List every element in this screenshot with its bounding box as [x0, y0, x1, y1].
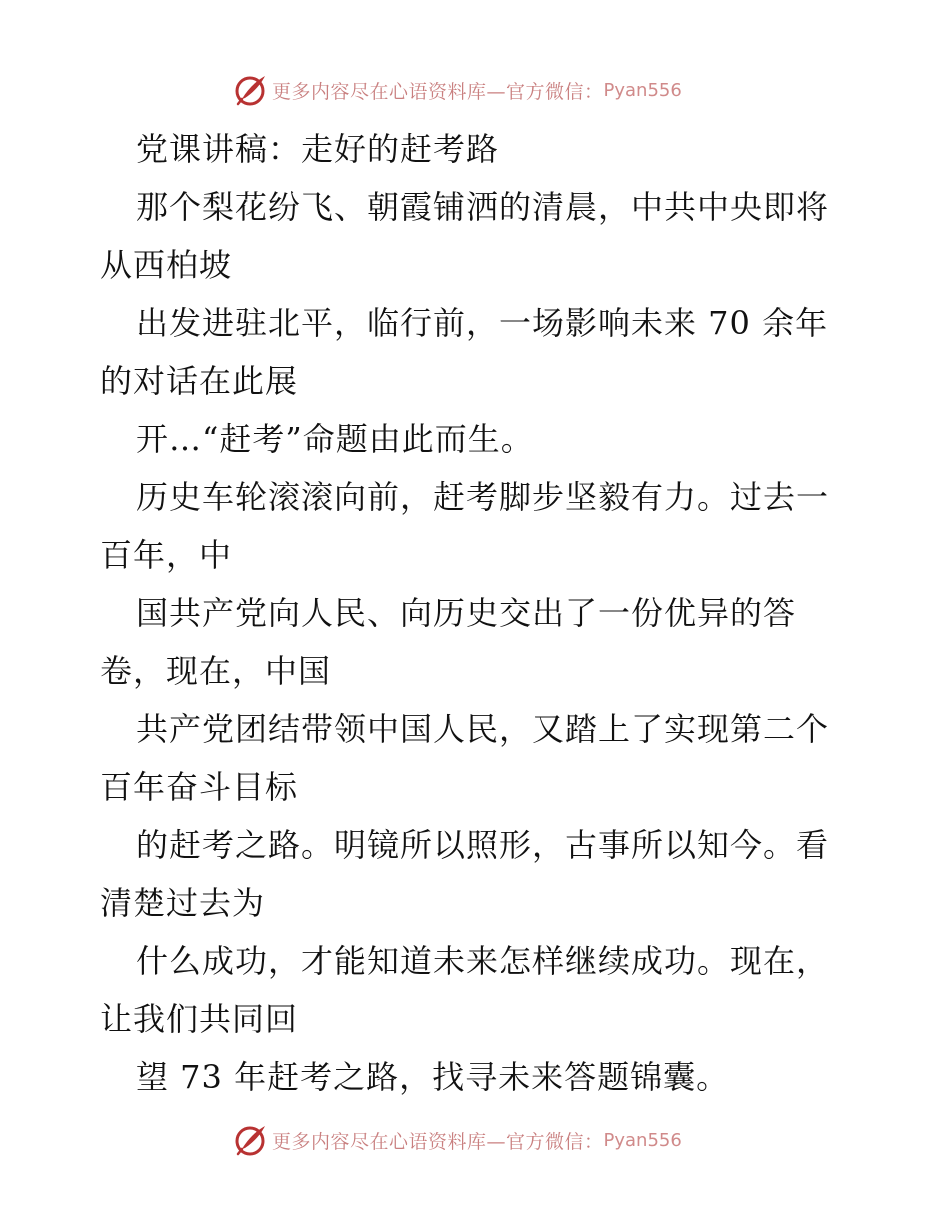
- text-line: 的赶考之路。明镜所以照形，古事所以知今。看: [136, 826, 830, 864]
- feather-pen-logo-icon: [234, 73, 268, 107]
- watermark-text: 更多内容尽在心语资料库—官方微信：: [272, 80, 604, 103]
- text-line: 的对话在此展: [100, 362, 299, 400]
- document-body: [100, 120, 860, 1106]
- document-title: 党课讲稿：走好的赶考路: [136, 130, 500, 168]
- header-watermark: [234, 72, 714, 108]
- text-line: 共产党团结带领中国人民，又踏上了实现第二个: [136, 710, 830, 748]
- watermark-handle: Pyan556: [603, 79, 682, 101]
- text-line: 清楚过去为: [100, 884, 266, 922]
- text-line: 百年，中: [100, 536, 233, 574]
- text-line: 国共产党向人民、向历史交出了一份优异的答: [136, 594, 797, 632]
- text-line: 从西柏坡: [100, 246, 233, 284]
- feather-pen-logo-icon: [234, 1123, 268, 1157]
- watermark-text: 更多内容尽在心语资料库—官方微信：: [272, 1130, 604, 1153]
- text-line: 百年奋斗目标: [100, 768, 299, 806]
- footer-watermark: [234, 1122, 714, 1158]
- text-line: 卷，现在，中国: [100, 652, 332, 690]
- watermark-handle: Pyan556: [603, 1129, 682, 1151]
- text-line: 开…“赶考”命题由此而生。: [136, 420, 534, 458]
- text-line: 出发进驻北平，临行前，一场影响未来 70 余年: [136, 304, 829, 342]
- text-line: 望 73 年赶考之路，找寻未来答题锦囊。: [136, 1058, 730, 1096]
- text-line: 历史车轮滚滚向前，赶考脚步坚毅有力。过去一: [136, 478, 830, 516]
- text-line: 那个梨花纷飞、朝霞铺洒的清晨，中共中央即将: [136, 188, 830, 226]
- text-line: 让我们共同回: [100, 1000, 299, 1038]
- text-line: 什么成功，才能知道未来怎样继续成功。现在，: [136, 942, 830, 980]
